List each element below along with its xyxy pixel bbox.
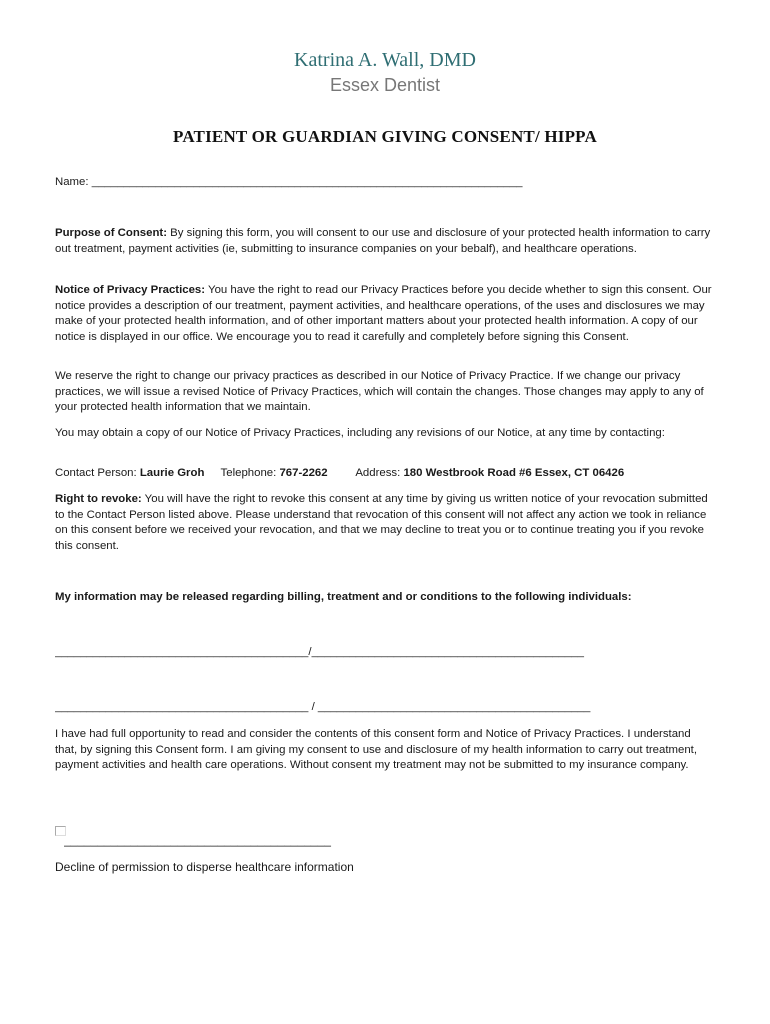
name-label: Name: <box>55 176 89 188</box>
form-title: PATIENT OR GUARDIAN GIVING CONSENT/ HIPPA <box>173 127 597 146</box>
notice-text: You have the right to read our Privacy Practices before you decide whether to sign this consent. Our notice provides a description of our treatment, payment activities, and healthcare operations, of the uses and disclosures we may make of your protected health information, and of other important matters about your protected health information. A copy of our notice is displayed in our office. We encourage you to read it carefully and completely before signing this Consent. <box>55 284 712 343</box>
purpose-text: By signing this form, you will consent to our use and disclosure of your protected health information to carry out treatment, payment activities (ie, submitting to insurance companies on your bebalf), and healthcare operations. <box>55 227 711 255</box>
purpose-paragraph <box>55 226 715 257</box>
decline-label: Decline of permission to disperse healthcare information <box>55 860 354 874</box>
release-line-2[interactable] <box>55 700 715 716</box>
practice-name: Essex Dentist <box>329 75 441 95</box>
release-relation-line[interactable]: ___________________________________________ <box>317 701 591 713</box>
telephone: 767-2262 <box>279 467 328 479</box>
contact-person-label: Contact Person: <box>55 467 140 479</box>
name-line[interactable]: ____________________________________________________________________ <box>91 176 523 188</box>
revoke-text: You will have the right to revoke this consent at any time by giving us written notice of your revocation submitted to the Contact Person listed above. Please understand that revocation of this consent will not affect any action we took in reliance on this consent before we received your revocation, and that we may decline to treat you or to continue treating you if you revoke this consent. <box>55 493 708 552</box>
address-label: Address: <box>355 467 404 479</box>
release-heading: My information may be released regarding billing, treatment and or conditions to the following individuals: <box>55 591 632 603</box>
release-separator: / <box>308 701 318 713</box>
reserve-paragraph: We reserve the right to change our privacy practices as described in our Notice of Privacy Practice. If we change our privacy practices, we will issue a revised Notice of Privacy Practices, which will contain the changes. Those changes may apply to any of your protected health information that we maintain. <box>55 370 704 414</box>
contact-person: Laurie Groh <box>139 467 205 479</box>
name-field[interactable] <box>55 175 715 191</box>
release-name-line[interactable]: ________________________________________ <box>55 646 309 658</box>
notice-paragraph <box>55 283 715 345</box>
letterhead <box>0 48 770 98</box>
purpose-heading: Purpose of Consent: <box>55 227 168 239</box>
decline-signature-line[interactable]: ________________________________________ <box>64 833 331 847</box>
address: 180 Westbrook Road #6 Essex, CT 06426 <box>403 467 625 479</box>
acknowledge-paragraph: I have had full opportunity to read and consider the contents of this consent form and Notice of Privacy Practices. I understand that, by signing this Consent form. I am giving my consent to use and disclosure of my health information to carry out treatment, payment activities and health care operations. Without consent my treatment may not be submitted to my insurance company. <box>55 728 697 772</box>
obtain-paragraph: You may obtain a copy of our Notice of Privacy Practices, including any revisions of our Notice, at any time by contacting: <box>55 427 665 439</box>
contact-line <box>55 466 715 482</box>
doctor-name: Katrina A. Wall, DMD <box>294 49 476 71</box>
release-relation-line[interactable]: ___________________________________________ <box>311 646 584 658</box>
revoke-paragraph <box>55 492 715 554</box>
revoke-heading: Right to revoke: <box>55 493 142 505</box>
notice-heading: Notice of Privacy Practices: <box>55 284 206 296</box>
telephone-label: Telephone: <box>220 467 280 479</box>
release-separator: / <box>308 646 312 658</box>
release-line-1[interactable] <box>55 645 715 661</box>
release-name-line[interactable]: ________________________________________ <box>55 701 309 713</box>
